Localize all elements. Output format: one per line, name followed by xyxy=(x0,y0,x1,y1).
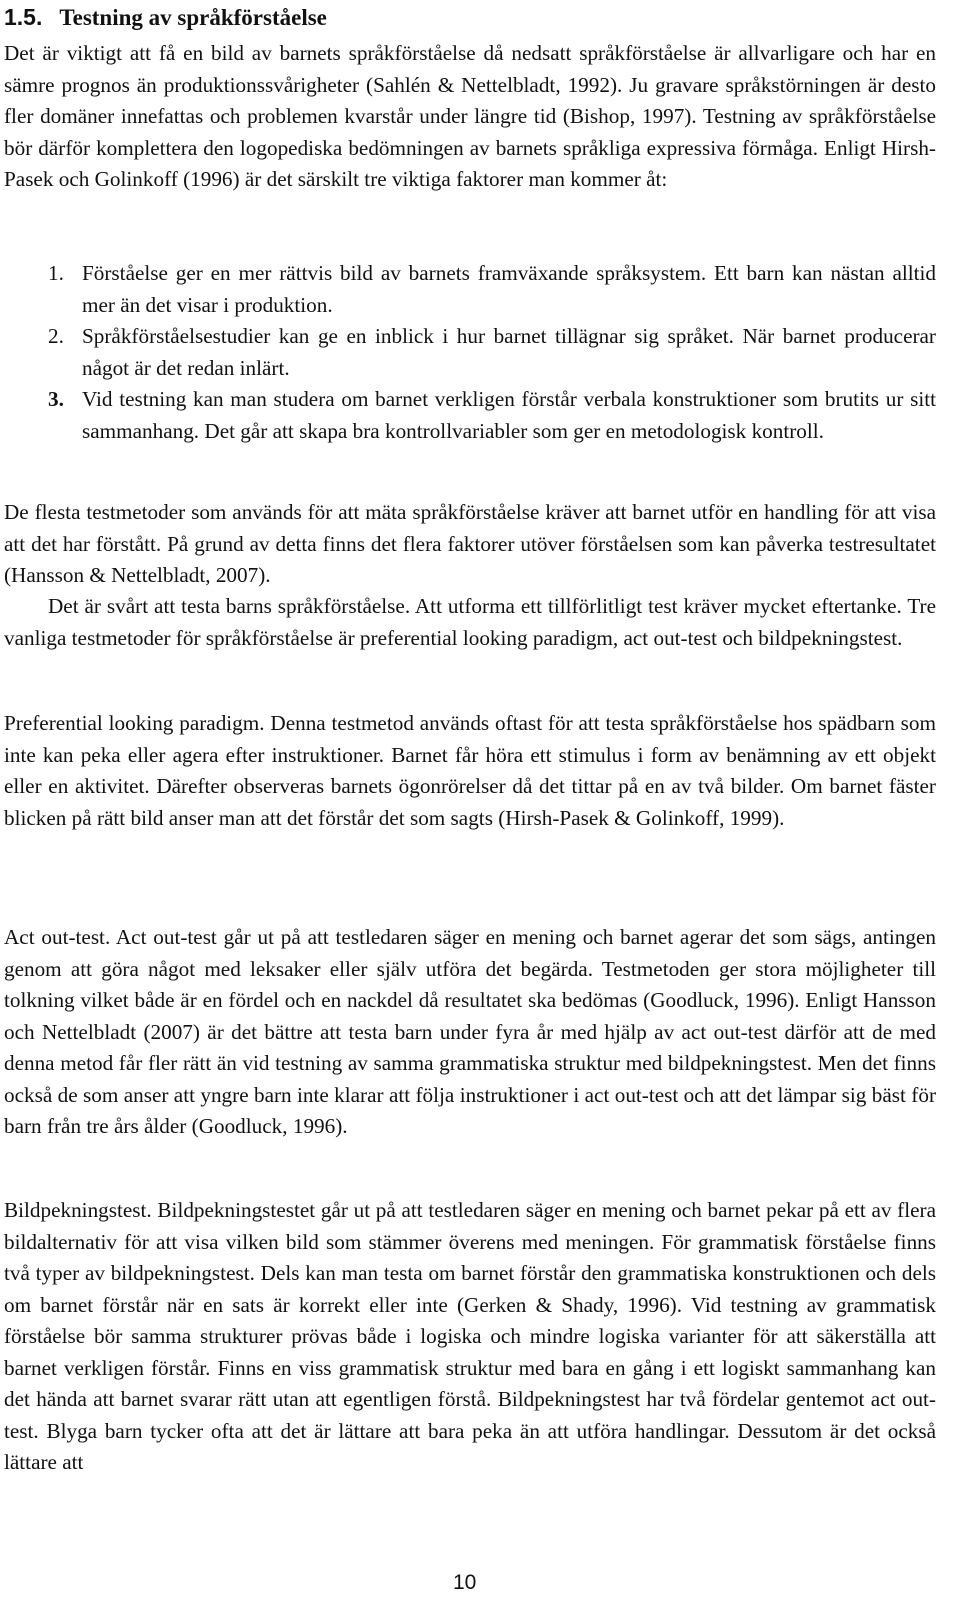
list-item xyxy=(4,321,936,384)
section-number: 1.5. xyxy=(4,4,43,30)
intro-paragraph: Det är viktigt att få en bild av barnets språkförståelse då nedsatt språkförståelse är allvarligare och har en sämre prognos än produktionssvårigheter (Sahlén & Nettelbladt, 1992). Ju gravare språkstörningen är desto fler domäner innefattas och problemen kvarstår under längre tid (Bishop, 1997). Testning av språkförståelse bör därför komplettera den logopediska bedömningen av barnets språkliga expressiva förmåga. Enligt Hirsh-Pasek och Golinkoff (1996) är det särskilt tre viktiga faktorer man kommer åt: xyxy=(4,41,936,191)
list-marker: 3. xyxy=(48,387,64,411)
page-number: 10 xyxy=(453,1571,477,1594)
factor-list xyxy=(4,258,936,447)
methods-paragraph: De flesta testmetoder som används för att mäta språkförståelse kräver att barnet utför en handling för att visa att det har förstått. På grund av detta finns det flera faktorer utöver förståelsen som kan påverka testresultatet (Hansson & Nettelbladt, 2007). xyxy=(4,500,936,587)
list-marker: 2. xyxy=(48,324,64,348)
list-item xyxy=(4,384,936,447)
list-item-text: Språkförståelsestudier kan ge en inblick i hur barnet tillägnar sig språket. När barnet producerar något är det redan inlärt. xyxy=(82,324,936,380)
list-item xyxy=(4,258,936,321)
list-marker: 1. xyxy=(48,261,64,285)
bildpekning-paragraph: Bildpekningstest. Bildpekningstestet går ut på att testledaren säger en mening och barnet pekar på ett av flera bildalternativ för att visa vilken bild som stämmer överens med meningen. För grammatisk förståelse finns två typer av bildpekningstest. Dels kan man testa om barnet förstår den grammatiska konstruktionen och dels om barnet förstår när en sats är korrekt eller inte (Gerken & Shady, 1996). Vid testning av grammatisk förståelse bör samma strukturer prövas både i logiska och mindre logiska varianter för att säkerställa att barnet verkligen förstår. Finns en viss grammatisk struktur med bara en gång i ett logiskt sammanhang kan det hända att barnet svarar rätt utan att egentligen förstå. Bildpekningstest har två fördelar gentemot act out-test. Blyga barn tycker ofta att det är lättare att bara peka än att utföra handlingar. Dessutom är det också lättare att xyxy=(4,1198,936,1474)
act-out-paragraph: Act out-test. Act out-test går ut på att testledaren säger en mening och barnet agerar det som sägs, antingen genom att göra något med leksaker eller själv utföra det begärda. Testmetoden ger stora möjligheter till tolkning vilket både är en fördel och en nackdel då resultatet ska bedömas (Goodluck, 1996). Enligt Hansson och Nettelbladt (2007) är det bättre att testa barn under fyra år med hjälp av act out-test därför att de med denna metod får fler rätt än vid testning av samma grammatiska struktur med bildpekningstest. Men det finns också de som anser att yngre barn inte klarar att följa instruktioner i act out-test och att det lämpar sig bäst för barn från tre års ålder (Goodluck, 1996). xyxy=(4,925,936,1138)
preferential-looking-paragraph: Preferential looking paradigm. Denna testmetod används oftast för att testa språkförståelse hos spädbarn som inte kan peka eller agera efter instruktioner. Barnet får höra ett stimulus i form av benämning av ett objekt eller en aktivitet. Därefter observeras barnets ögonrörelser då det tittar på en av två bilder. Om barnet fäster blicken på rätt bild anser man att det förstår det som sagts (Hirsh-Pasek & Golinkoff, 1999). xyxy=(4,711,936,830)
difficulty-paragraph: Det är svårt att testa barns språkförståelse. Att utforma ett tillförlitligt test kräver mycket eftertanke. Tre vanliga testmetoder för språkförståelse är preferential looking paradigm, act out-test och bildpekningstest. xyxy=(4,594,936,650)
section-heading xyxy=(4,2,327,33)
section-title: Testning av språkförståelse xyxy=(59,5,327,30)
list-item-text: Vid testning kan man studera om barnet verkligen förstår verbala konstruktioner som brutits ur sitt sammanhang. Det går att skapa bra kontrollvariabler som ger en metodologisk kontroll. xyxy=(82,387,936,443)
list-item-text: Förståelse ger en mer rättvis bild av barnets framväxande språksystem. Ett barn kan nästan alltid mer än det visar i produktion. xyxy=(82,261,936,317)
